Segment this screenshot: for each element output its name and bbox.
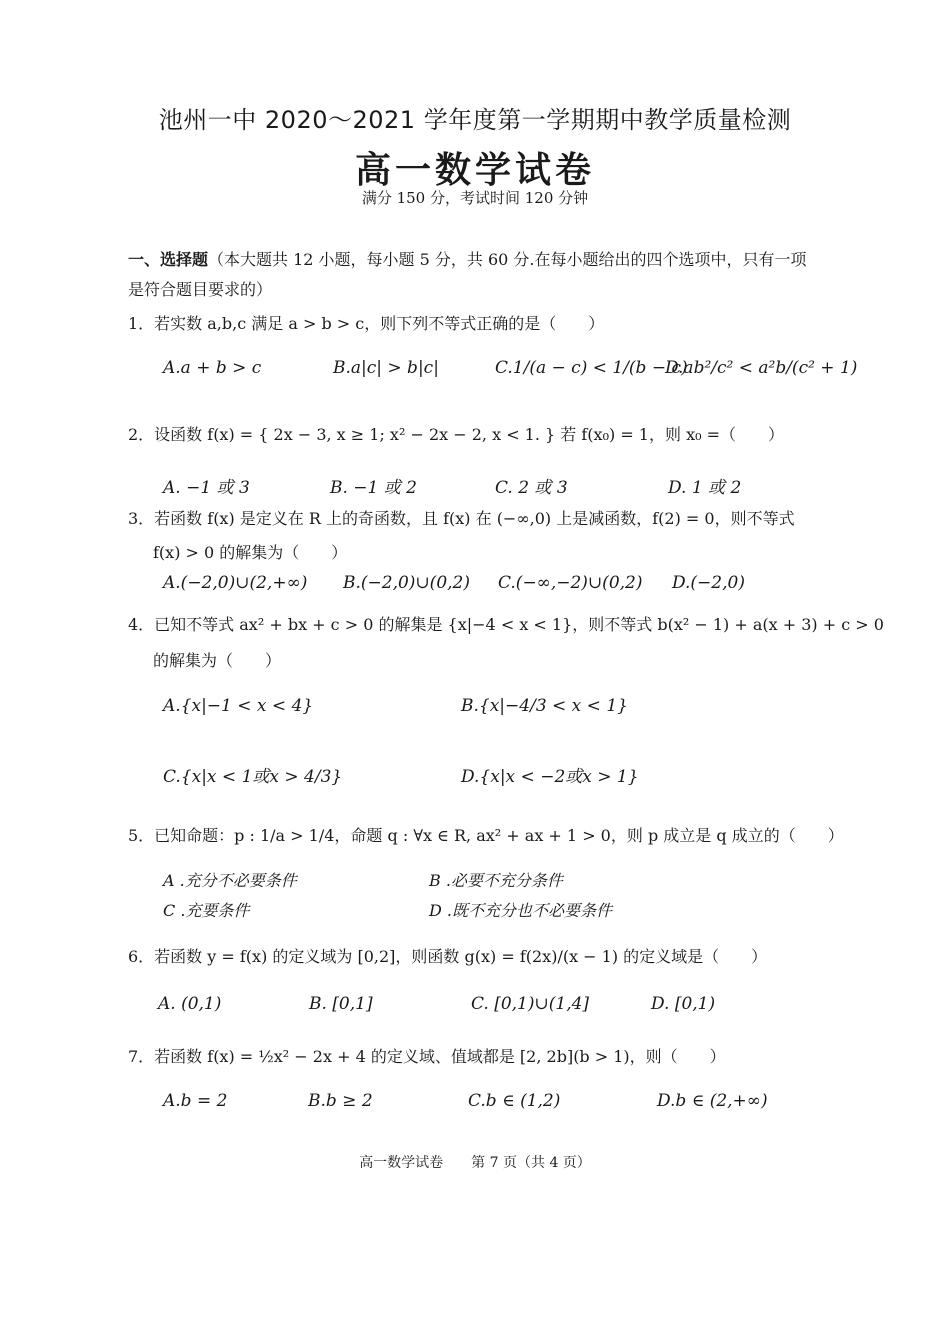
q2-option-b: B. −1 或 2: [330, 478, 417, 498]
question-5-stem: 5．已知命题：p : 1/a > 1/4，命题 q : ∀x ∈ R, ax² + ax + 1 > 0，则 p 成立是 q 成立的（ ）: [128, 826, 844, 845]
q6-option-a: A. (0,1): [158, 994, 222, 1014]
q4-option-a: A.{x|−1 < x < 4}: [163, 696, 314, 716]
q6-option-d: D. [0,1): [651, 994, 716, 1014]
q2-option-c: C. 2 或 3: [495, 478, 568, 498]
section-description-cont: 是符合题目要求的）: [128, 280, 273, 299]
q4-option-d: D.{x|x < −2或x > 1}: [461, 767, 639, 787]
q4-option-c: C.{x|x < 1或x > 4/3}: [163, 767, 343, 787]
q5-option-b: B .必要不充分条件: [429, 871, 563, 890]
q7-option-b: B.b ≥ 2: [308, 1091, 373, 1111]
q5-option-a: A .充分不必要条件: [163, 871, 297, 890]
q4-option-b: B.{x|−4/3 < x < 1}: [461, 696, 628, 716]
q5-option-d: D .既不充分也不必要条件: [429, 901, 613, 920]
q1-option-c: C.1/(a − c) < 1/(b − c): [495, 358, 688, 378]
question-3-stem: 3．若函数 f(x) 是定义在 R 上的奇函数，且 f(x) 在 (−∞,0) 上是减函数，f(2) = 0，则不等式: [128, 509, 795, 528]
section-title: 一、选择题: [128, 250, 209, 269]
q6-option-c: C. [0,1)∪(1,4]: [471, 994, 590, 1014]
section-description: （本大题共 12 小题，每小题 5 分，共 60 分.在每小题给出的四个选项中，只有一项: [208, 250, 807, 269]
question-3-stem-cont: f(x) > 0 的解集为（ ）: [153, 543, 348, 562]
q6-option-b: B. [0,1]: [309, 994, 373, 1014]
section-heading-line: [128, 245, 807, 275]
page-title: 高一数学试卷: [354, 150, 595, 191]
question-1-stem: 1．若实数 a,b,c 满足 a > b > c，则下列不等式正确的是（ ）: [128, 314, 605, 333]
q7-option-d: D.b ∈ (2,+∞): [657, 1091, 768, 1111]
q3-option-c: C.(−∞,−2)∪(0,2): [498, 573, 643, 593]
q3-option-a: A.(−2,0)∪(2,+∞): [163, 573, 308, 593]
q3-option-b: B.(−2,0)∪(0,2): [343, 573, 470, 593]
question-4-stem: 4．已知不等式 ax² + bx + c > 0 的解集是 {x|−4 < x < 1}，则不等式 b(x² − 1) + a(x + 3) + c > 0: [128, 615, 884, 634]
question-6-stem: 6．若函数 y = f(x) 的定义域为 [0,2]，则函数 g(x) = f(2x)/(x − 1) 的定义域是（ ）: [128, 947, 768, 966]
q3-option-d: D.(−2,0): [672, 573, 745, 593]
q7-option-a: A.b = 2: [163, 1091, 228, 1111]
q1-option-a: A.a + b > c: [163, 358, 262, 378]
q5-option-c: C .充要条件: [163, 901, 250, 920]
q2-option-a: A. −1 或 3: [163, 478, 250, 498]
question-2-stem: 2．设函数 f(x) = { 2x − 3, x ≥ 1; x² − 2x − 2, x < 1. } 若 f(x₀) = 1，则 x₀ =（ ）: [128, 425, 785, 444]
page-footer: 高一数学试卷 第 7 页（共 4 页）: [359, 1155, 591, 1171]
q7-option-c: C.b ∈ (1,2): [468, 1091, 561, 1111]
question-4-stem-cont: 的解集为（ ）: [153, 651, 282, 670]
q2-option-d: D. 1 或 2: [668, 478, 742, 498]
q1-option-d: D.ab²/c² < a²b/(c² + 1): [665, 358, 858, 378]
exam-header: 池州一中 2020～2021 学年度第一学期期中教学质量检测: [158, 106, 792, 134]
exam-subtitle: 满分 150 分，考试时间 120 分钟: [361, 189, 589, 207]
q1-option-b: B.a|c| > b|c|: [333, 358, 439, 378]
question-7-stem: 7．若函数 f(x) = ½x² − 2x + 4 的定义域、值域都是 [2, 2b](b > 1)，则（ ）: [128, 1047, 726, 1066]
